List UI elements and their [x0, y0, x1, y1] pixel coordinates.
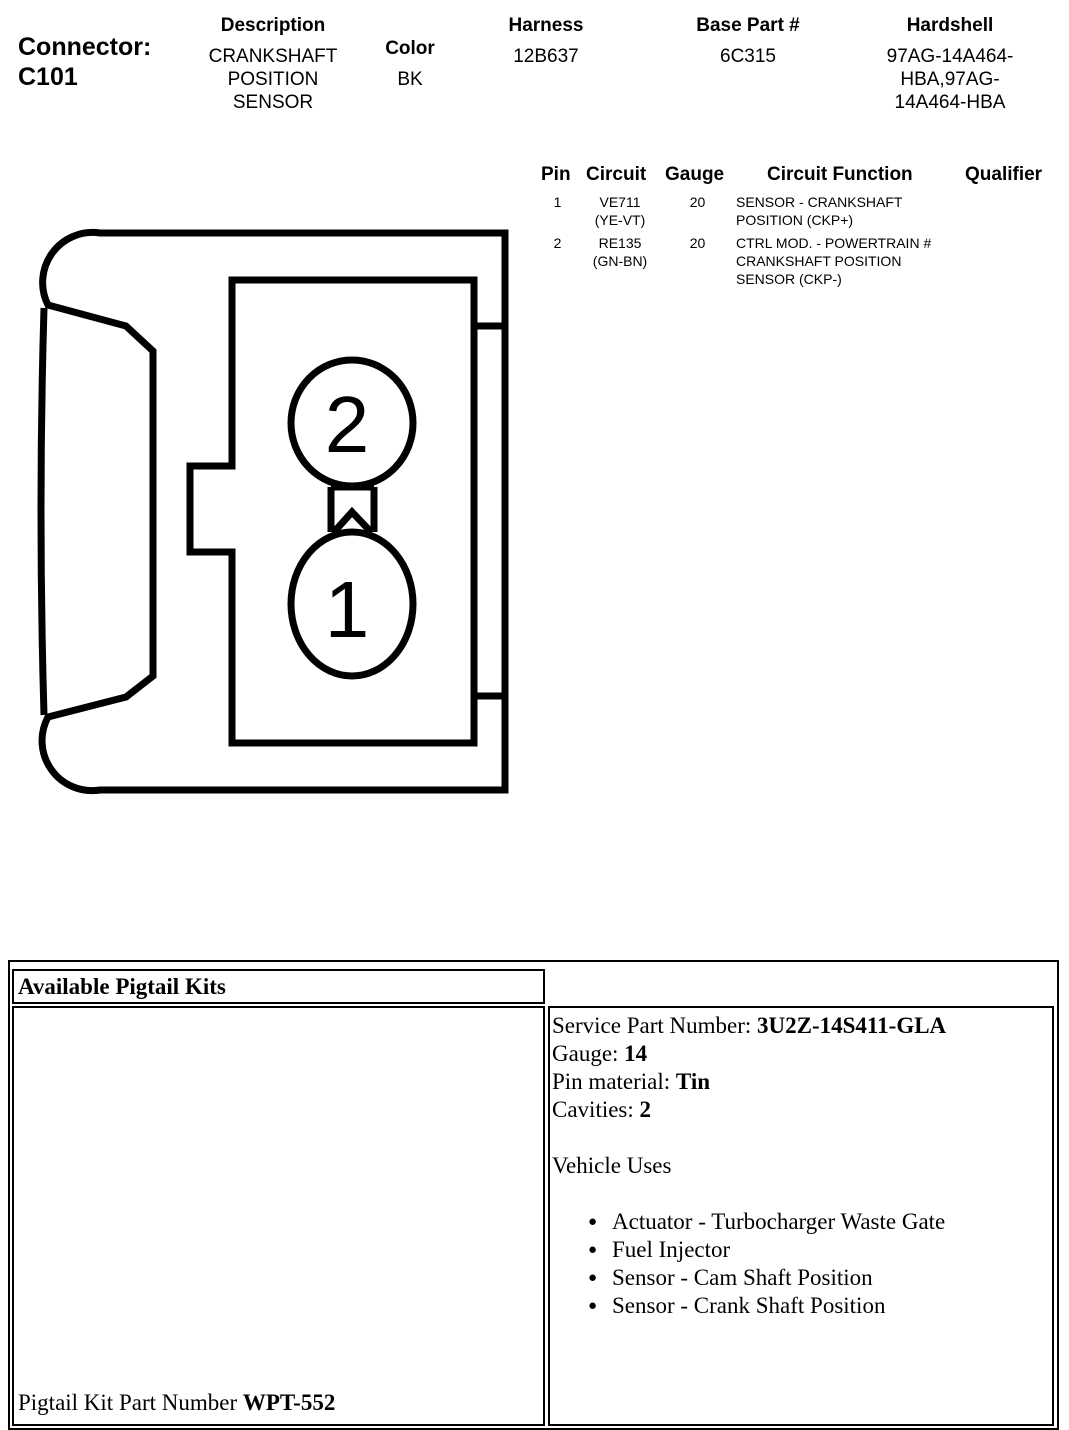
description-label: Description: [220, 15, 326, 36]
connector-id: C101: [18, 63, 78, 91]
cavity-link: [331, 487, 374, 532]
gauge-header: Gauge: [665, 164, 725, 185]
hardshell-line: 97AG-14A464-: [886, 46, 1014, 67]
function-line: CTRL MOD. - POWERTRAIN #: [736, 235, 932, 251]
pigtail-kit-cell: [12, 1006, 545, 1426]
gauge-label: Gauge:: [552, 1041, 625, 1066]
pin-cell: 1: [553, 194, 562, 210]
gauge-cell: 20: [689, 235, 706, 251]
hardshell-line: HBA,97AG-: [900, 69, 1000, 90]
list-item: ● Sensor - Cam Shaft Position: [588, 1264, 946, 1292]
cavities-label: Cavities:: [552, 1097, 640, 1122]
list-item: ● Actuator - Turbocharger Waste Gate: [588, 1208, 946, 1236]
gauge-cell: 20: [689, 194, 706, 210]
kit-value: WPT-552: [242, 1390, 336, 1415]
list-item: ● Fuel Injector: [588, 1236, 946, 1264]
circuit-color: (GN-BN): [592, 253, 648, 269]
qualifier-header: Qualifier: [965, 164, 1043, 185]
list-item: ● Sensor - Crank Shaft Position: [588, 1292, 946, 1320]
connector-right-tab: [474, 326, 505, 696]
pin-material-label: Pin material:: [552, 1069, 676, 1094]
color-value: BK: [397, 69, 423, 90]
pin-material-value: Tin: [675, 1069, 711, 1094]
pigtail-kit-number: [18, 1390, 335, 1416]
circuit-code: RE135: [598, 235, 642, 251]
circuit-header: Circuit: [586, 164, 647, 185]
circuit-color: (YE-VT): [594, 212, 646, 228]
service-label: Service Part Number:: [552, 1013, 758, 1038]
connector-left-edge: [41, 308, 44, 715]
function-line: SENSOR - CRANKSHAFT: [736, 194, 903, 210]
vehicle-uses-label: Vehicle Uses: [552, 1153, 672, 1178]
gauge-value: 14: [624, 1041, 648, 1066]
circuit-code: VE711: [599, 194, 641, 210]
harness-label: Harness: [508, 15, 584, 36]
pin-cell: 2: [553, 235, 562, 251]
circuit-function-header: Circuit Function: [767, 164, 913, 185]
pigtail-title: Available Pigtail Kits: [18, 974, 226, 999]
cavities-line: [552, 1096, 946, 1124]
description-line: CRANKSHAFT: [208, 46, 338, 67]
function-line: POSITION (CKP+): [736, 212, 854, 228]
pigtail-details-cell: [548, 1006, 1054, 1426]
service-value: 3U2Z-14S411-GLA: [757, 1013, 947, 1038]
kit-label: Pigtail Kit Part Number: [18, 1390, 243, 1415]
connector-label: Connector:: [18, 33, 152, 61]
vehicle-uses-list: [588, 1208, 946, 1320]
pigtail-details: [552, 1012, 946, 1320]
base-part-value: 6C315: [720, 46, 776, 67]
cavity-number-1: 1: [324, 565, 370, 654]
pin-material-line: [552, 1068, 946, 1096]
pigtail-title-cell: [12, 969, 545, 1004]
hardshell-line: 14A464-HBA: [894, 92, 1006, 113]
harness-value: 12B637: [513, 46, 579, 67]
cavities-value: 2: [639, 1097, 652, 1122]
function-line: CRANKSHAFT POSITION: [736, 253, 902, 269]
function-line: SENSOR (CKP-): [736, 271, 842, 287]
description-line: SENSOR: [232, 92, 314, 113]
base-part-label: Base Part #: [696, 15, 800, 36]
gauge-line: [552, 1040, 946, 1068]
connector-outer-shell: [42, 232, 505, 790]
hardshell-label: Hardshell: [906, 15, 994, 36]
description-line: POSITION: [227, 69, 319, 90]
color-label: Color: [385, 38, 435, 59]
service-part-line: [552, 1012, 946, 1040]
pin-header: Pin: [541, 164, 571, 185]
cavity-number-2: 2: [324, 380, 370, 469]
